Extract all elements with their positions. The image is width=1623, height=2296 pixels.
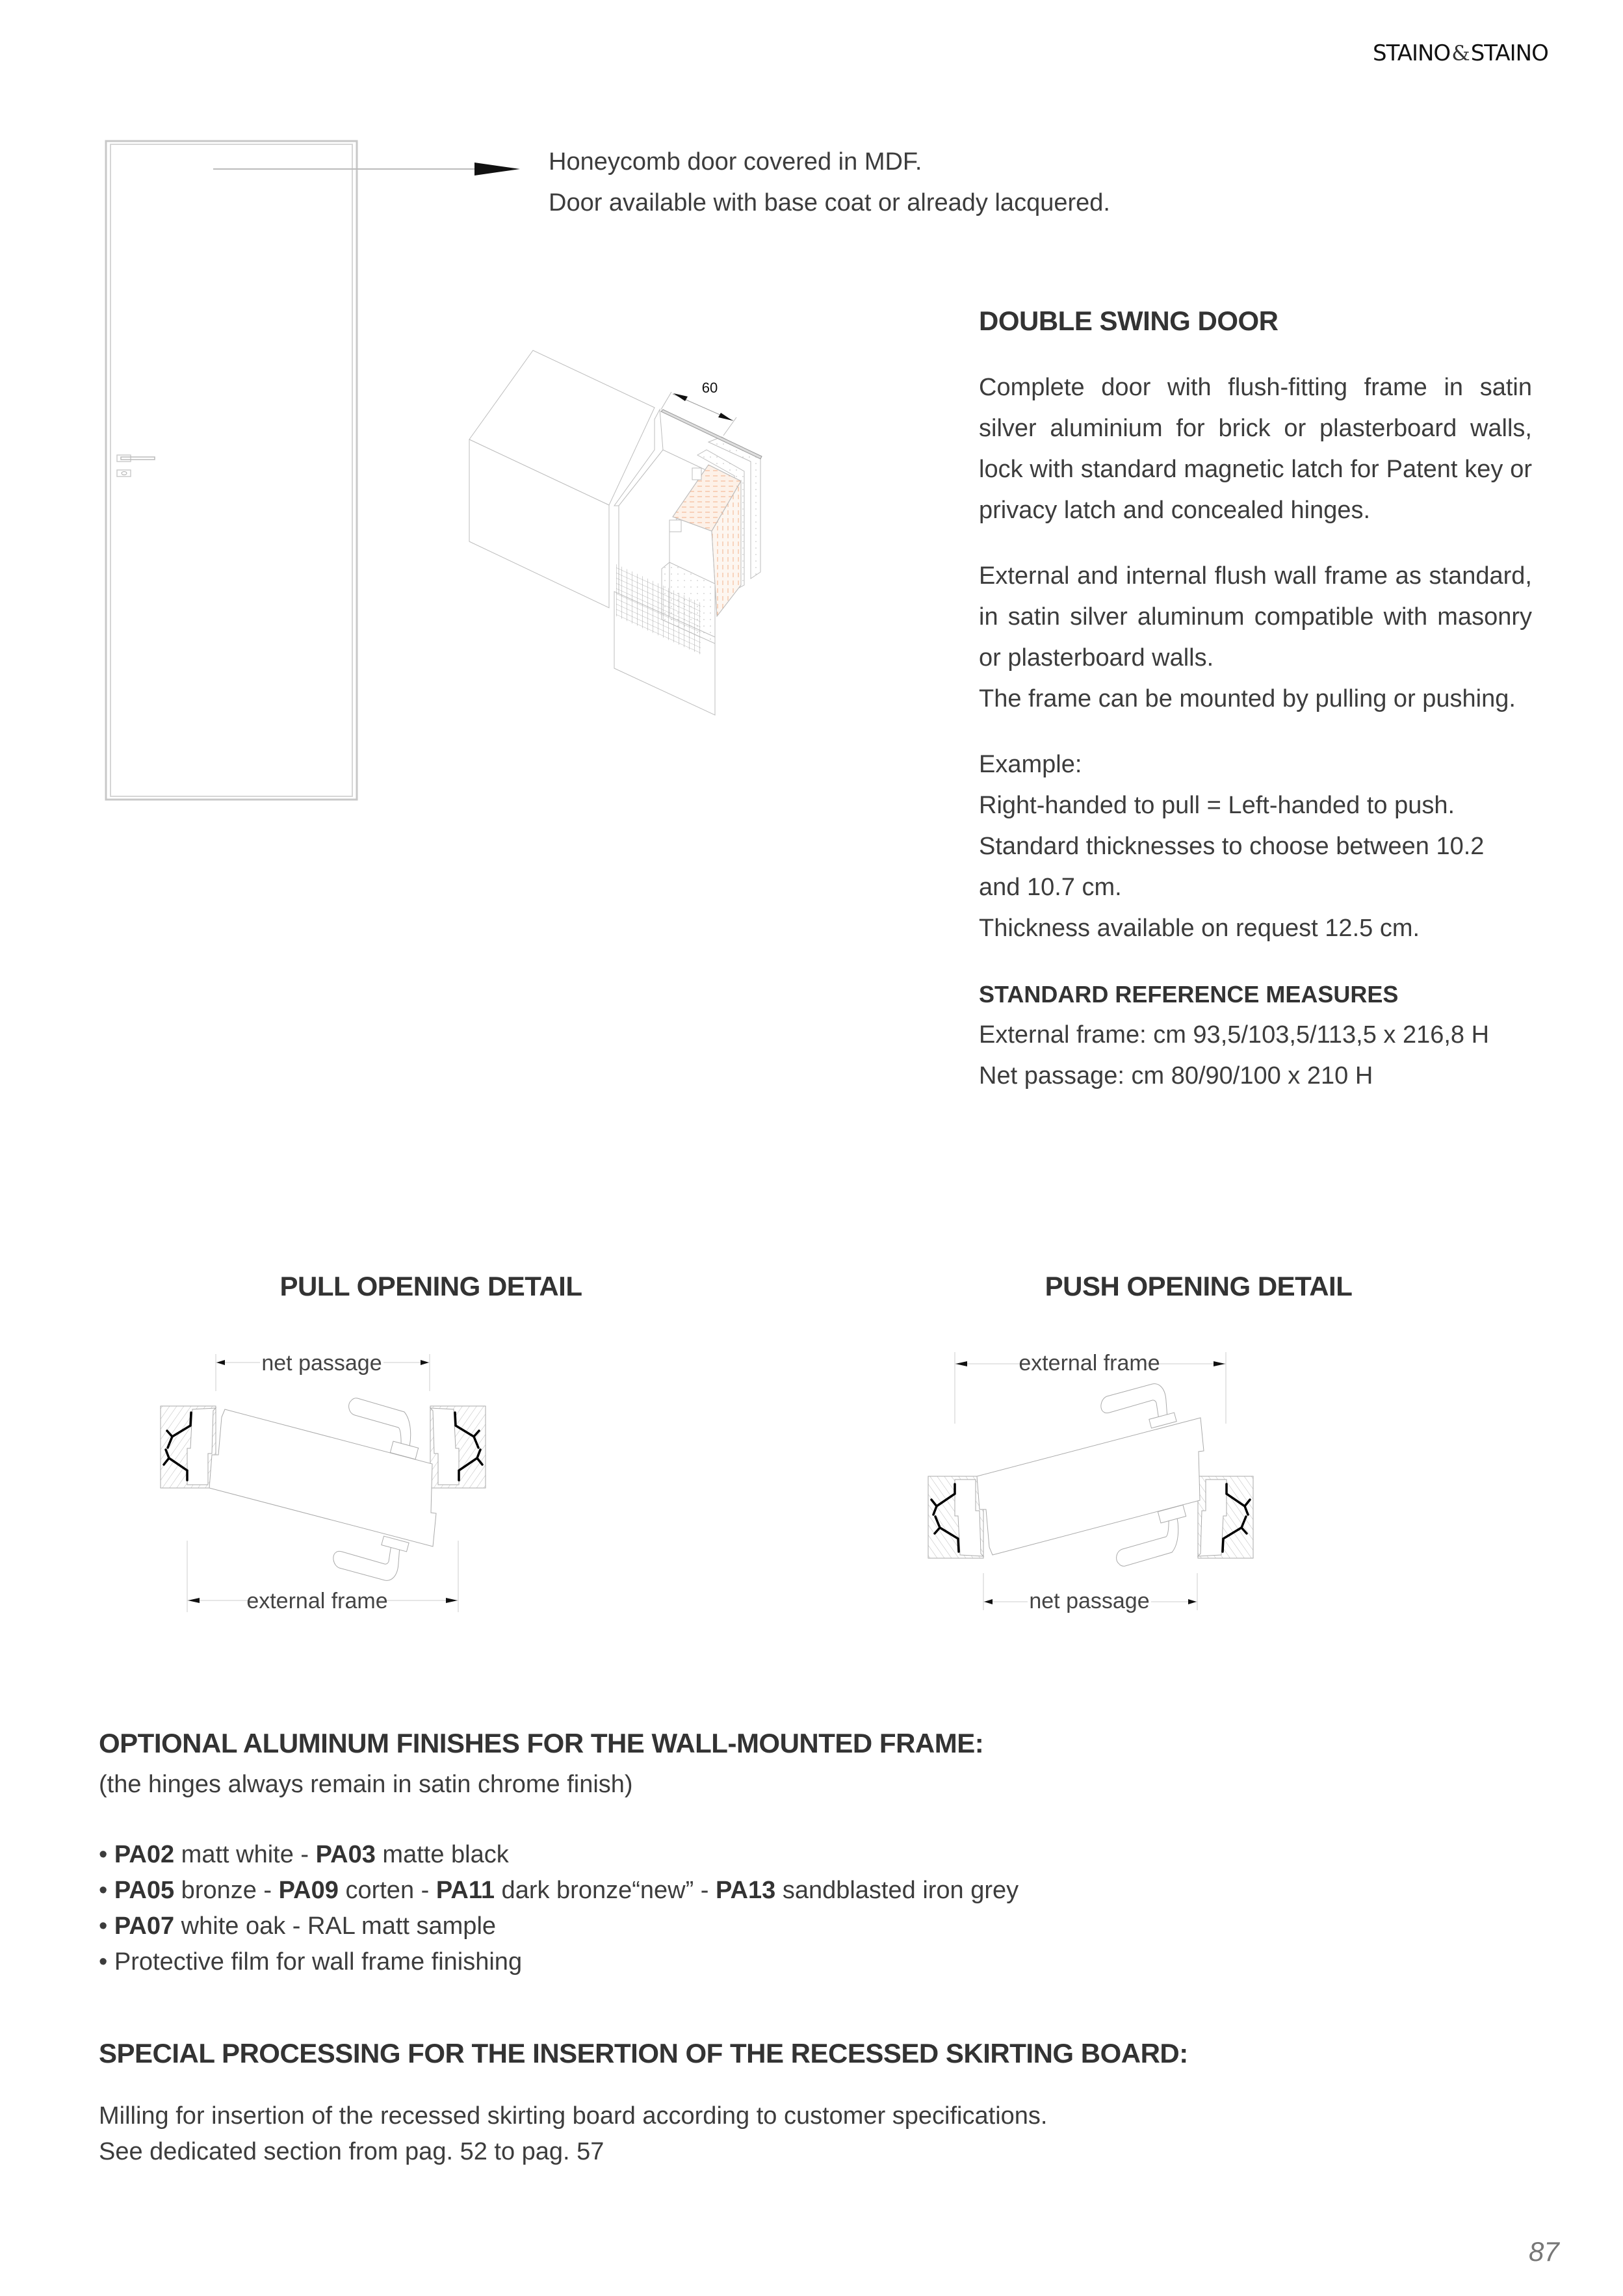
product-paragraph-2: External and internal flush wall frame as standard, in satin silver aluminum compatible with masonry or plasterboard walls. xyxy=(979,562,1532,672)
finish-code: PA09 xyxy=(278,1877,339,1904)
product-description xyxy=(979,300,1532,1097)
finishes-subtitle: (the hinges always remain in satin chrome finish) xyxy=(99,1771,633,1798)
finish-name: matte black xyxy=(375,1841,509,1868)
finish-name: sandblasted iron grey xyxy=(775,1877,1019,1904)
page-number: 87 xyxy=(1529,2236,1559,2267)
finish-item: • PA07 white oak - RAL matt sample xyxy=(99,1912,497,1940)
finish-name: Protective film for wall frame finishing xyxy=(114,1948,523,1976)
push-detail-title: PUSH OPENING DETAIL xyxy=(1045,1271,1353,1301)
pull-opening-diagram xyxy=(149,1333,702,1625)
finish-name: white oak - RAL matt sample xyxy=(174,1912,497,1940)
pull-external-frame-label: external frame xyxy=(246,1589,388,1613)
finish-code: PA05 xyxy=(114,1877,175,1904)
finish-code: PA03 xyxy=(315,1841,376,1868)
example-line: Thickness available on request 12.5 cm. xyxy=(979,915,1420,942)
push-opening-diagram xyxy=(917,1339,1470,1632)
finish-name: bronze - xyxy=(174,1877,279,1904)
logo-ampersand: & xyxy=(1451,41,1470,66)
finish-item: • PA02 matt white - PA03 matte black xyxy=(99,1841,509,1868)
push-external-frame-label: external frame xyxy=(1019,1351,1160,1376)
logo-text-left: STAINO xyxy=(1373,40,1451,66)
callout-arrow-icon xyxy=(474,163,520,176)
product-paragraph-3: The frame can be mounted by pulling or pushing. xyxy=(979,685,1516,712)
intro-line-1: Honeycomb door covered in MDF. xyxy=(549,148,922,176)
example-label: Example: xyxy=(979,751,1082,778)
pull-detail-title: PULL OPENING DETAIL xyxy=(279,1271,582,1301)
push-net-passage-label: net passage xyxy=(1029,1589,1150,1613)
logo-text-right: STAINO xyxy=(1470,40,1548,66)
finish-code: PA02 xyxy=(114,1841,175,1868)
skirting-line-1: Milling for insertion of the recessed skirting board according to customer specifications. xyxy=(99,2102,1048,2130)
finish-code: PA11 xyxy=(435,1877,495,1904)
finish-item: • PA05 bronze - PA09 corten - PA11 dark bronze“new” - PA13 sandblasted iron grey xyxy=(99,1877,1019,1904)
product-title: DOUBLE SWING DOOR xyxy=(979,306,1279,336)
door-handle-icon xyxy=(117,455,155,476)
net-passage-measure: Net passage: cm 80/90/100 x 210 H xyxy=(979,1062,1373,1089)
skirting-title: SPECIAL PROCESSING FOR THE INSERTION OF THE RECESSED SKIRTING BOARD: xyxy=(99,2038,1188,2068)
example-line: Standard thicknesses to choose between 10.2 and 10.7 cm. xyxy=(979,833,1485,901)
isometric-frame-section-drawing xyxy=(455,338,877,858)
brand-logo xyxy=(1373,40,1548,66)
product-paragraph-1: Complete door with flush-fitting frame in satin silver aluminium for brick or plasterboard walls, lock with standard magnetic latch for Patent key or privacy latch and concealed hinges. xyxy=(979,374,1532,524)
finish-item: • Protective film for wall frame finishing xyxy=(99,1948,523,1976)
intro-text xyxy=(549,142,1110,224)
finish-name: corten - xyxy=(338,1877,436,1904)
measures-title: STANDARD REFERENCE MEASURES xyxy=(979,981,1399,1008)
finish-name: dark bronze“new” - xyxy=(495,1877,716,1904)
example-line: Right-handed to pull = Left-handed to push. xyxy=(979,792,1455,819)
finish-code: PA07 xyxy=(114,1912,175,1940)
finishes-title: OPTIONAL ALUMINUM FINISHES FOR THE WALL-MOUNTED FRAME: xyxy=(99,1728,984,1758)
external-frame-measure: External frame: cm 93,5/103,5/113,5 x 216,8 H xyxy=(979,1021,1490,1049)
skirting-line-2: See dedicated section from pag. 52 to pag. 57 xyxy=(99,2138,604,2165)
dimension-label: 60 xyxy=(701,380,718,396)
intro-line-2: Door available with base coat or already lacquered. xyxy=(549,189,1110,216)
pull-net-passage-label: net passage xyxy=(261,1351,382,1376)
finishes-list xyxy=(99,1837,1019,1980)
finish-code: PA13 xyxy=(716,1877,776,1904)
finish-name: matt white - xyxy=(174,1841,316,1868)
